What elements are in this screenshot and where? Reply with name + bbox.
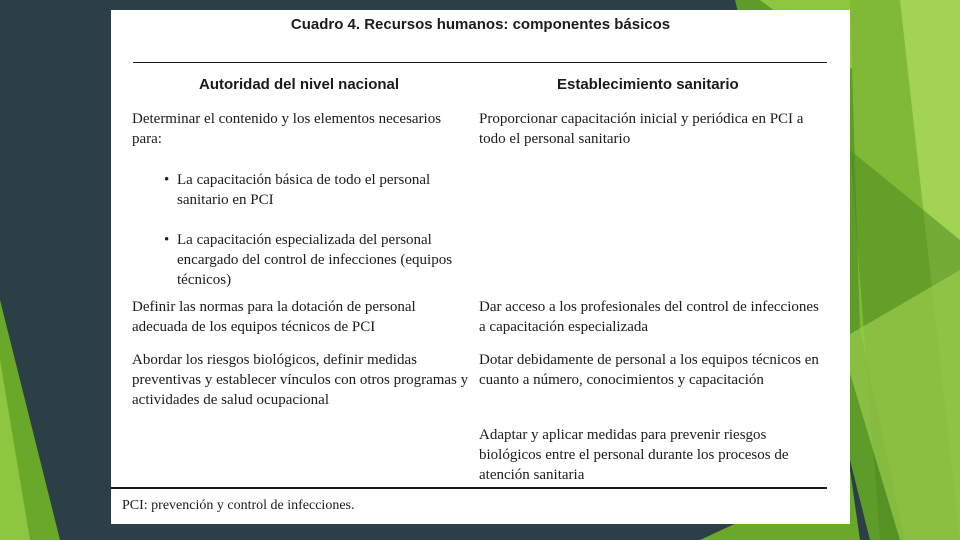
bullet-item <box>132 230 472 290</box>
table-title: Cuadro 4. Recursos humanos: componentes básicos <box>290 16 671 33</box>
bullet-dot: • <box>164 232 170 248</box>
top-rule <box>133 62 827 63</box>
row2-right-text: Dar acceso a los profesionales del control de infecciones a capacitación especializada <box>479 299 819 335</box>
table-card <box>111 10 850 524</box>
row4-right-text: Adaptar y aplicar medidas para prevenir riesgos biológicos entre el personal durante los procesos de atención sanitaria <box>479 427 789 483</box>
row1-right-text: Proporcionar capacitación inicial y periódica en PCI a todo el personal sanitario <box>479 111 804 147</box>
bullet-text: La capacitación especializada del personal encargado del control de infecciones (equipos técnicos) <box>177 232 453 288</box>
footnote: PCI: prevención y control de infecciones. <box>122 498 355 513</box>
bullet-item <box>132 170 472 210</box>
row3-left-text: Abordar los riesgos biológicos, definir medidas preventivas y establecer vínculos con otros programas y actividades de salud ocupacional <box>132 352 469 408</box>
row1-left-text: Determinar el contenido y los elementos necesarios para: <box>132 111 442 147</box>
row3-right-text: Dotar debidamente de personal a los equipos técnicos en cuanto a número, conocimientos y capacitación <box>479 352 819 388</box>
bullet-text: La capacitación básica de todo el personal sanitario en PCI <box>177 172 431 208</box>
bullet-dot: • <box>164 172 170 188</box>
column-header-national: Autoridad del nivel nacional <box>199 76 400 93</box>
row2-left-text: Definir las normas para la dotación de personal adecuada de los equipos técnicos de PCI <box>132 299 416 335</box>
column-header-facility: Establecimiento sanitario <box>557 76 739 93</box>
bottom-rule <box>111 487 827 489</box>
row1-bullets <box>132 170 472 310</box>
